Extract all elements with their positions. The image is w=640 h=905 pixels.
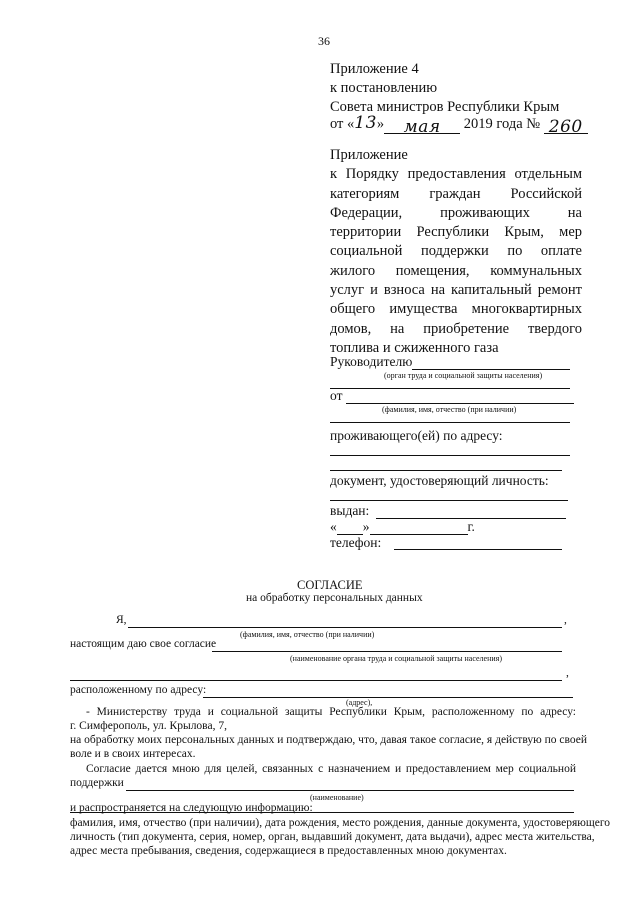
consent-subtitle: на обработку персональных данных <box>246 592 423 604</box>
id-doc-field[interactable] <box>330 500 568 501</box>
order-appendix-line: территории Республики Крым, мер <box>330 224 582 241</box>
handwritten-day: 13 <box>354 113 377 133</box>
order-appendix-line: жилого помещения, коммунальных <box>330 262 582 279</box>
year-suffix: г. <box>467 519 475 534</box>
order-appendix-line: топлива и сжиженного газа <box>330 339 499 356</box>
consent-title: СОГЛАСИЕ <box>297 578 363 592</box>
from-field[interactable] <box>346 403 574 404</box>
purpose-field[interactable] <box>126 790 574 791</box>
purpose-line-1: Согласие дается мною для целей, связанных с назначением и предоставлением мер социальной <box>86 763 576 775</box>
from-caption: (фамилия, имя, отчество (при наличии) <box>382 405 517 414</box>
address-field[interactable] <box>330 455 570 456</box>
applies-to-label: и распространяется на следующую информацию: <box>70 802 313 814</box>
info-line-3: адрес места пребывания, сведения, содержащиеся в предоставленных мною документах. <box>70 845 507 857</box>
org-comma: , <box>566 667 569 679</box>
head-field-extra[interactable] <box>330 388 570 389</box>
handwritten-number-field <box>544 117 588 137</box>
issued-month-field[interactable] <box>370 519 468 535</box>
appendix-council-name: Совета министров Республики Крым <box>330 99 560 115</box>
handwritten-month: мая <box>403 117 441 137</box>
name-caption: (фамилия, имя, отчество (при наличии) <box>240 630 375 639</box>
phone-label: телефон: <box>330 535 382 550</box>
from-label: от <box>330 388 343 403</box>
consent-name-field[interactable] <box>128 627 562 628</box>
order-appendix-line: услуг и взноса на капитальный ремонт <box>330 282 582 299</box>
id-doc-label: документ, удостоверяющий личность: <box>330 473 549 488</box>
processing-line-2: воле и в своих интересах. <box>70 748 196 760</box>
info-line-1: фамилия, имя, отчество (при наличии), дата рождения, место рождения, данные документа, удостоверяющего <box>70 817 611 829</box>
org-caption: (наименование органа труда и социальной защиты населения) <box>290 654 502 663</box>
issued-day-field[interactable] <box>337 519 363 535</box>
order-appendix-line: социальной поддержки по оплате <box>330 243 582 260</box>
appendix-date-line <box>330 113 588 137</box>
handwritten-month-field <box>384 117 460 137</box>
appendix-title: Приложение 4 <box>330 61 419 77</box>
give-consent-label: настоящим даю свое согласие <box>70 638 217 650</box>
date-year: 2019 года № <box>463 116 541 132</box>
date-mid: » <box>376 116 385 132</box>
address-field-extra[interactable] <box>330 470 562 471</box>
org-field-extra[interactable] <box>70 680 562 681</box>
order-appendix-line: общего имущества многоквартирных <box>330 301 582 318</box>
address-caption: (адрес), <box>346 698 373 707</box>
located-label: расположенному по адресу: <box>70 684 207 696</box>
head-field[interactable] <box>412 369 570 370</box>
handwritten-doc-number: 260 <box>548 117 583 137</box>
order-appendix-block <box>330 146 582 358</box>
phone-field[interactable] <box>394 549 562 550</box>
processing-line-1: на обработку моих персональных данных и подтверждаю, что, давая такое согласие, я действую по своей <box>70 734 587 746</box>
date-prefix: от « <box>330 116 355 132</box>
order-appendix-line: к Порядку предоставления отдельным <box>330 166 582 183</box>
located-address-field[interactable] <box>203 697 573 698</box>
from-field-extra[interactable] <box>330 422 570 423</box>
date-close-quote: » <box>362 519 370 534</box>
org-field[interactable] <box>212 651 562 652</box>
info-line-2: личность (тип документа, серия, номер, орган, выдавший документ, дата выдачи), адрес места жительства, <box>70 831 595 843</box>
issued-label: выдан: <box>330 503 370 518</box>
issued-date-row <box>330 519 475 535</box>
i-label: Я, <box>116 614 127 626</box>
name-comma: , <box>564 614 567 626</box>
purpose-line-2: поддержки <box>70 777 124 789</box>
purpose-caption: (наименование) <box>310 793 364 802</box>
ministry-address: г. Симферополь, ул. Крылова, 7, <box>70 720 227 732</box>
head-label: Руководителю <box>330 354 413 369</box>
order-appendix-line: категориям граждан Российской <box>330 185 582 202</box>
order-appendix-line: домов, на приобретение твердого <box>330 320 582 337</box>
ministry-line: - Министерству труда и социальной защиты Республики Крым, расположенному по адресу: <box>86 706 576 718</box>
address-label: проживающего(ей) по адресу: <box>330 428 503 443</box>
appendix-resolution-ref: к постановлению <box>330 80 438 96</box>
order-appendix-line: Федерации, проживающих на <box>330 204 582 221</box>
head-caption: (орган труда и социальной защиты населения) <box>384 371 543 380</box>
date-open-quote: « <box>330 519 337 534</box>
order-appendix-title: Приложение <box>330 147 408 163</box>
page-number: 36 <box>318 34 330 48</box>
